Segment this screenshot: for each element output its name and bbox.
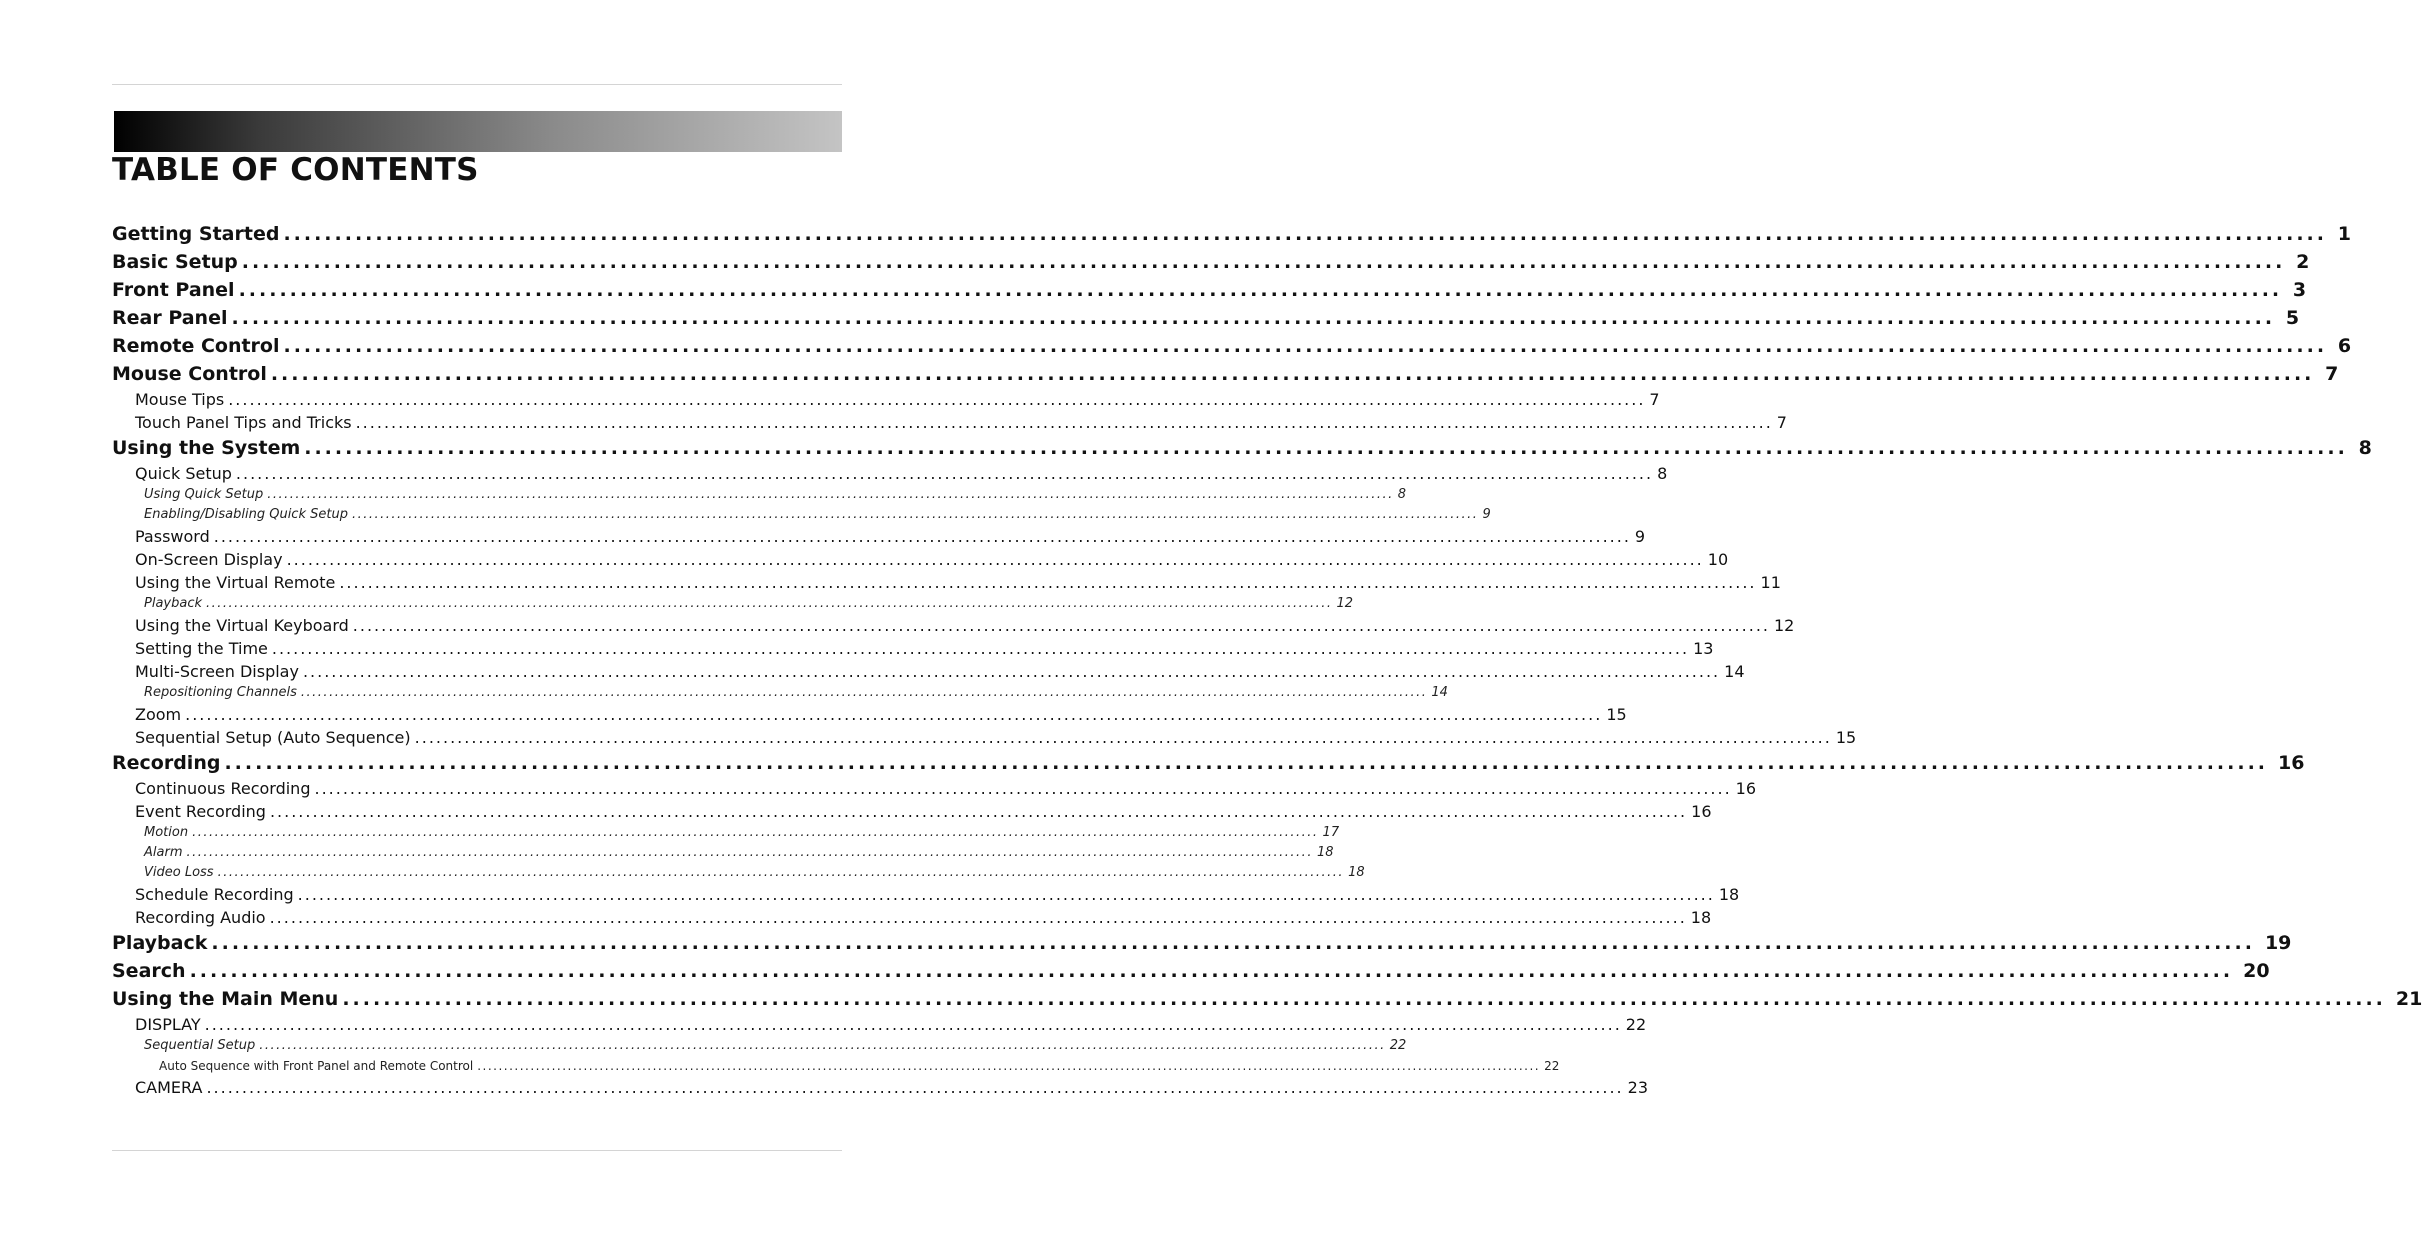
toc-entry[interactable] — [112, 703, 1627, 726]
toc-entry-page-number: 9 — [1482, 507, 1491, 522]
toc-entry-page-number: 14 — [1431, 685, 1448, 700]
toc-entry-title: Zoom — [135, 705, 182, 724]
dot-leader: ........................................................................................................................................................................................................ — [204, 1015, 1622, 1034]
toc-entry-page-number: 22 — [1389, 1038, 1407, 1053]
toc-entry-title: On-Screen Display — [135, 550, 283, 569]
table-of-contents — [112, 220, 2422, 1099]
toc-entry[interactable] — [112, 683, 1448, 703]
toc-entry-page-number: 1 — [2337, 223, 2351, 245]
toc-entry-page-number: 16 — [2278, 752, 2305, 774]
toc-entry-page-number: 12 — [1773, 616, 1795, 635]
toc-entry[interactable] — [112, 388, 1660, 411]
dot-leader: ........................................................................................................................................................................................................ — [342, 988, 2386, 1010]
toc-entry-page-number: 22 — [1544, 1059, 1560, 1073]
dot-leader: ........................................................................................................................................................................................................ — [314, 779, 1732, 798]
toc-entry-title: Recording Audio — [135, 908, 266, 927]
toc-entry-page-number: 7 — [1649, 390, 1660, 409]
toc-entry-page-number: 7 — [2325, 363, 2339, 385]
toc-entry-title: Playback — [144, 596, 203, 611]
dot-leader: ........................................................................................................................................................................................................ — [185, 705, 1603, 724]
toc-entry[interactable] — [112, 571, 1781, 594]
toc-entry[interactable] — [112, 1013, 1647, 1036]
dot-leader: ........................................................................................................................................................................................................ — [286, 550, 1704, 569]
toc-entry[interactable] — [112, 220, 2351, 248]
dot-leader: ........................................................................................................................................................................................................ — [304, 437, 2348, 459]
toc-entry-page-number: 15 — [1835, 728, 1857, 747]
toc-entry[interactable] — [112, 957, 2270, 985]
toc-entry-title: Auto Sequence with Front Panel and Remote Control — [159, 1059, 474, 1073]
toc-entry-title: CAMERA — [135, 1078, 203, 1097]
toc-entry-page-number: 7 — [1776, 413, 1787, 432]
dot-leader: ........................................................................................................................................................................................................ — [224, 752, 2269, 774]
toc-entry[interactable] — [112, 985, 2422, 1013]
toc-entry[interactable] — [112, 660, 1745, 683]
toc-entry[interactable] — [112, 929, 2292, 957]
toc-entry[interactable] — [112, 726, 1857, 749]
toc-entry[interactable] — [112, 1076, 1648, 1099]
header-gradient-bar — [114, 111, 842, 152]
dot-leader: ........................................................................................................................................................................................................ — [211, 932, 2255, 954]
toc-entry[interactable] — [112, 800, 1712, 823]
toc-entry-page-number: 12 — [1336, 596, 1354, 611]
toc-entry-page-number: 22 — [1625, 1015, 1647, 1034]
toc-entry[interactable] — [112, 843, 1334, 863]
toc-entry[interactable] — [112, 485, 1407, 505]
toc-entry-page-number: 6 — [2337, 335, 2352, 357]
dot-leader: ........................................................................................................................................................................................................ — [270, 363, 2315, 385]
toc-entry-title: Quick Setup — [135, 464, 232, 483]
toc-entry[interactable] — [112, 777, 1757, 800]
toc-entry[interactable] — [112, 248, 2310, 276]
toc-entry[interactable] — [112, 749, 2305, 777]
toc-entry-title: Using Quick Setup — [144, 487, 264, 502]
toc-entry[interactable] — [112, 360, 2339, 388]
toc-entry-page-number: 3 — [2292, 279, 2307, 301]
dot-leader: ........................................................................................................................................................................................................ — [231, 307, 2276, 329]
toc-entry-title: Front Panel — [112, 279, 235, 301]
toc-entry[interactable] — [112, 863, 1365, 883]
toc-entry-title: Using the System — [112, 437, 301, 459]
toc-entry-title: DISPLAY — [135, 1015, 201, 1034]
toc-entry-title: Getting Started — [112, 223, 280, 245]
toc-entry[interactable] — [112, 637, 1714, 660]
toc-entry-page-number: 18 — [1348, 865, 1365, 880]
toc-entry-page-number: 18 — [1316, 845, 1334, 860]
dot-leader: ........................................................................................................................................................................................................ — [267, 487, 1394, 502]
toc-entry[interactable] — [112, 276, 2307, 304]
toc-entry-title: Sequential Setup — [144, 1038, 256, 1053]
toc-entry-title: Touch Panel Tips and Tricks — [135, 413, 352, 432]
dot-leader: ........................................................................................................................................................................................................ — [238, 279, 2283, 301]
toc-entry[interactable] — [112, 1036, 1407, 1056]
dot-leader: ........................................................................................................................................................................................................ — [300, 685, 1428, 700]
dot-leader: ........................................................................................................................................................................................................ — [414, 728, 1832, 747]
dot-leader: ........................................................................................................................................................................................................ — [352, 616, 1770, 635]
toc-entry[interactable] — [112, 525, 1646, 548]
toc-entry-page-number: 8 — [2358, 437, 2372, 459]
toc-entry-page-number: 18 — [1690, 908, 1712, 927]
toc-entry-title: Using the Virtual Keyboard — [135, 616, 349, 635]
toc-entry-title: Continuous Recording — [135, 779, 311, 798]
toc-entry[interactable] — [112, 505, 1491, 525]
dot-leader: ........................................................................................................................................................................................................ — [206, 1078, 1624, 1097]
toc-entry-title: Repositioning Channels — [144, 685, 297, 700]
dot-leader: ........................................................................................................................................................................................................ — [339, 573, 1757, 592]
toc-entry-page-number: 8 — [1657, 464, 1668, 483]
toc-entry-page-number: 15 — [1606, 705, 1627, 724]
toc-entry-title: Password — [135, 527, 210, 546]
dot-leader: ........................................................................................................................................................................................................ — [269, 802, 1688, 821]
dot-leader: ........................................................................................................................................................................................................ — [235, 464, 1654, 483]
toc-entry-title: Basic Setup — [112, 251, 238, 273]
bottom-divider — [112, 1150, 842, 1151]
dot-leader: ........................................................................................................................................................................................................ — [241, 251, 2286, 273]
toc-entry-title: Sequential Setup (Auto Sequence) — [135, 728, 411, 747]
dot-leader: ........................................................................................................................................................................................................ — [192, 825, 1319, 840]
toc-entry-page-number: 16 — [1691, 802, 1712, 821]
dot-leader: ........................................................................................................................................................................................................ — [355, 413, 1773, 432]
toc-entry-page-number: 20 — [2243, 960, 2270, 982]
toc-entry[interactable] — [112, 411, 1787, 434]
dot-leader: ........................................................................................................................................................................................................ — [302, 662, 1721, 681]
toc-entry-title: Video Loss — [144, 865, 214, 880]
toc-entry-page-number: 17 — [1322, 825, 1340, 840]
toc-entry-page-number: 23 — [1627, 1078, 1648, 1097]
toc-entry[interactable] — [112, 332, 2352, 360]
toc-entry-title: Multi-Screen Display — [135, 662, 299, 681]
toc-entry-title: Rear Panel — [112, 307, 228, 329]
toc-entry-page-number: 10 — [1707, 550, 1729, 569]
dot-leader: ........................................................................................................................................................................................................ — [351, 507, 1479, 522]
toc-entry[interactable] — [112, 1056, 1560, 1076]
page-title: TABLE OF CONTENTS — [112, 152, 479, 188]
toc-entry-page-number: 19 — [2264, 932, 2292, 954]
dot-leader: ........................................................................................................................................................................................................ — [259, 1038, 1386, 1053]
dot-leader: ........................................................................................................................................................................................................ — [189, 960, 2234, 982]
dot-leader: ........................................................................................................................................................................................................ — [297, 885, 1715, 904]
dot-leader: ........................................................................................................................................................................................................ — [283, 223, 2327, 245]
toc-entry-title: Search — [112, 960, 186, 982]
toc-entry-title: Using the Main Menu — [112, 988, 339, 1010]
toc-entry-title: Mouse Control — [112, 363, 267, 385]
toc-entry-title: Using the Virtual Remote — [135, 573, 336, 592]
dot-leader: ........................................................................................................................................................................................................ — [206, 596, 1333, 611]
dot-leader: ........................................................................................................................................................................................................ — [477, 1059, 1541, 1073]
toc-entry-page-number: 11 — [1760, 573, 1781, 592]
toc-entry[interactable] — [112, 883, 1740, 906]
toc-entry[interactable] — [112, 823, 1340, 843]
toc-entry-title: Schedule Recording — [135, 885, 294, 904]
toc-entry[interactable] — [112, 434, 2372, 462]
dot-leader: ........................................................................................................................................................................................................ — [186, 845, 1313, 860]
toc-entry-page-number: 13 — [1693, 639, 1714, 658]
dot-leader: ........................................................................................................................................................................................................ — [271, 639, 1690, 658]
toc-entry-title: Recording — [112, 752, 221, 774]
toc-entry[interactable] — [112, 548, 1729, 571]
toc-entry-title: Event Recording — [135, 802, 266, 821]
toc-entry-page-number: 8 — [1397, 487, 1407, 502]
toc-entry-title: Setting the Time — [135, 639, 268, 658]
toc-entry-title: Remote Control — [112, 335, 280, 357]
toc-entry-page-number: 18 — [1718, 885, 1740, 904]
toc-entry-page-number: 16 — [1735, 779, 1757, 798]
toc-entry-title: Motion — [144, 825, 189, 840]
dot-leader: ........................................................................................................................................................................................................ — [228, 390, 1646, 409]
toc-entry[interactable] — [112, 304, 2300, 332]
toc-entry-page-number: 2 — [2296, 251, 2310, 273]
toc-entry-title: Playback — [112, 932, 208, 954]
dot-leader: ........................................................................................................................................................................................................ — [217, 865, 1345, 880]
toc-entry-title: Enabling/Disabling Quick Setup — [144, 507, 348, 522]
toc-entry[interactable] — [112, 594, 1354, 614]
toc-entry[interactable] — [112, 906, 1712, 929]
toc-entry-title: Mouse Tips — [135, 390, 225, 409]
toc-entry-title: Alarm — [144, 845, 183, 860]
top-divider — [112, 84, 842, 85]
dot-leader: ........................................................................................................................................................................................................ — [213, 527, 1631, 546]
toc-entry-page-number: 9 — [1634, 527, 1646, 546]
dot-leader: ........................................................................................................................................................................................................ — [269, 908, 1687, 927]
dot-leader: ........................................................................................................................................................................................................ — [283, 335, 2328, 357]
toc-entry[interactable] — [112, 614, 1795, 637]
toc-entry-page-number: 5 — [2285, 307, 2300, 329]
toc-entry-page-number: 21 — [2395, 988, 2422, 1010]
toc-entry-page-number: 14 — [1724, 662, 1745, 681]
toc-entry[interactable] — [112, 462, 1668, 485]
